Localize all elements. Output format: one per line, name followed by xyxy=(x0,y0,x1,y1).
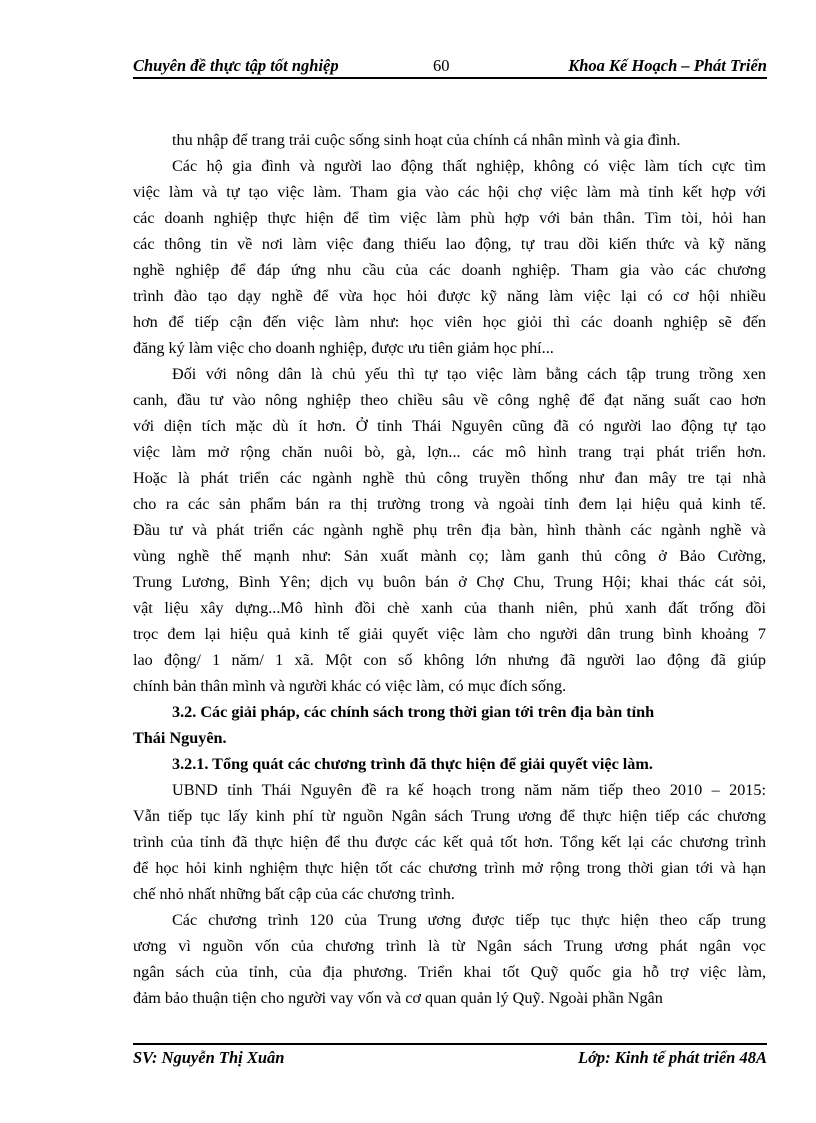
text-line: các doanh nghiệp thực hiện để tìm việc làm phù hợp với bản thân. Tìm tòi, hỏi han xyxy=(133,209,766,227)
text-line: ngân sách của tỉnh, của địa phương. Triển khai tốt Quỹ quốc gia hỗ trợ việc làm, xyxy=(133,963,766,981)
header-rule xyxy=(133,77,767,79)
text-line: chế nhỏ nhất những bất cập của các chương trình. xyxy=(133,885,455,903)
footer-rule xyxy=(133,1043,767,1045)
section-heading-line: 3.2. Các giải pháp, các chính sách trong thời gian tới trên địa bàn tỉnh xyxy=(172,703,655,721)
text-line: các thông tin về nơi làm việc đang thiếu lao động, tự trau dồi kiến thức và kỹ năng xyxy=(133,235,766,253)
text-line: Vẫn tiếp tục lấy kinh phí từ nguồn Ngân sách Trung ương để thực hiện tiếp các chương xyxy=(133,807,766,825)
text-line: trình đào tạo dạy nghề để vừa học hỏi được kỹ năng làm việc lại có cơ hội nhiều xyxy=(133,287,766,305)
page-header xyxy=(133,56,767,78)
text-line: Đối với nông dân là chủ yếu thì tự tạo việc làm bằng cách tập trung trồng xen xyxy=(172,365,766,383)
text-line: Các hộ gia đình và người lao động thất nghiệp, không có việc làm tích cực tìm xyxy=(172,157,766,175)
header-title: Chuyên đề thực tập tốt nghiệp xyxy=(133,56,339,75)
text-line: đảm bảo thuận tiện cho người vay vốn và cơ quan quản lý Quỹ. Ngoài phần Ngân xyxy=(133,989,663,1007)
text-line: Trung Lương, Bình Yên; dịch vụ buôn bán ở Chợ Chu, Trung Hội; khai thác cát sỏi, xyxy=(133,573,766,591)
text-line: hơn để tiếp cận đến việc làm như: học viên học giỏi thì các doanh nghiệp sẽ đến xyxy=(133,313,766,331)
text-line: vật liệu xây dựng...Mô hình đồi chè xanh của thanh niên, phủ xanh đất trống đồi xyxy=(133,599,766,617)
text-line: Đầu tư và phát triển các ngành nghề phụ trên địa bàn, hình thành các ngành nghề và xyxy=(133,521,766,539)
text-line: đăng ký làm việc cho doanh nghiệp, được ưu tiên giảm học phí... xyxy=(133,339,554,357)
footer-class: Lớp: Kinh tế phát triển 48A xyxy=(577,1048,767,1067)
section-heading-line: 3.2.1. Tổng quát các chương trình đã thực hiện để giải quyết việc làm. xyxy=(172,755,653,773)
text-line: trình của tỉnh đã thực hiện để thu được các kết quả tốt hơn. Tổng kết lại các chương trình xyxy=(133,833,766,851)
page-number: 60 xyxy=(433,56,450,75)
text-line: nghề nghiệp để đáp ứng nhu cầu của các doanh nghiệp. Tham gia vào các chương xyxy=(133,261,766,279)
text-line: Hoặc là phát triển các ngành nghề thủ công truyền thống như đan mây tre tại nhà xyxy=(133,469,766,487)
text-line: cho ra các sản phẩm bán ra thị trường trong và ngoài tỉnh đem lại hiệu quả kinh tế. xyxy=(133,495,766,513)
text-line: để học hỏi kinh nghiệm thực hiện tốt các chương trình mở rộng trong thời gian tới và hạn xyxy=(133,859,766,877)
text-line: canh, đầu tư vào nông nghiệp theo chiều sâu về công nghệ để đạt năng suất cao hơn xyxy=(133,391,766,409)
text-line: với diện tích mặc dù ít hơn. Ở tỉnh Thái Nguyên cũng đã có người lao động tự tạo xyxy=(133,417,766,435)
text-line: vùng nghề thế mạnh như: Sản xuất mành cọ; làm ganh thủ công ở Bảo Cường, xyxy=(133,547,766,565)
section-heading-line: Thái Nguyên. xyxy=(133,729,227,747)
text-line: lao động/ 1 năm/ 1 xã. Một con số không lớn nhưng đã người lao động đã giúp xyxy=(133,651,766,669)
text-line: Các chương trình 120 của Trung ương được tiếp tục thực hiện theo cấp trung xyxy=(172,911,766,929)
text-line: việc làm và tự tạo việc làm. Tham gia vào các hội chợ việc làm mà tỉnh kết hợp với xyxy=(133,183,766,201)
header-department: Khoa Kế Hoạch – Phát Triển xyxy=(568,56,767,75)
text-line: ương vì nguồn vốn của chương trình là từ Ngân sách Trung ương phát ngân vọc xyxy=(133,937,766,955)
text-line: UBND tỉnh Thái Nguyên đề ra kế hoạch trong năm năm tiếp theo 2010 – 2015: xyxy=(172,781,766,799)
text-line: trọc đem lại hiệu quả kinh tế giải quyết việc làm cho người dân trung bình khoảng 7 xyxy=(133,625,766,643)
text-line: việc làm mở rộng chăn nuôi bò, gà, lợn... các mô hình trang trại phát triển hơn. xyxy=(133,443,766,461)
footer-student: SV: Nguyễn Thị Xuân xyxy=(133,1048,285,1067)
text-line: chính bản thân mình và người khác có việc làm, có mục đích sống. xyxy=(133,677,567,695)
page-footer xyxy=(133,1048,767,1070)
text-line: thu nhập để trang trải cuộc sống sinh hoạt của chính cá nhân mình và gia đình. xyxy=(172,131,681,149)
